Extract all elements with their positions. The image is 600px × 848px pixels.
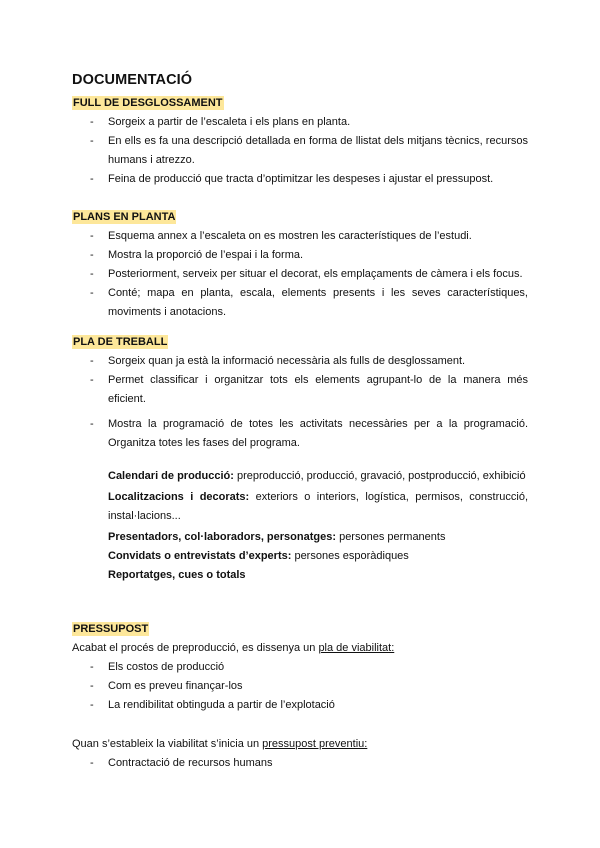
detail-label: Localitzacions i decorats: xyxy=(108,491,250,503)
list-plans xyxy=(72,227,528,322)
list-item: - Els costos de producció xyxy=(72,658,528,677)
section-heading-pla: PLA DE TREBALL xyxy=(73,336,168,348)
section-heading-pressupost: PRESSUPOST xyxy=(73,623,149,635)
section-heading-full: FULL DE DESGLOSSAMENT xyxy=(73,97,223,109)
list-pressupost xyxy=(72,658,528,715)
detail-text: persones esporàdiques xyxy=(291,550,409,562)
list-item: - Posteriorment, serveix per situar el decorat, els emplaçaments de càmera i els focus. xyxy=(72,265,528,284)
detail-text: preproducció, producció, gravació, postproducció, exhibició xyxy=(233,470,526,482)
detail-label: Reportatges, cues o totals xyxy=(108,569,246,581)
pressupost-outro xyxy=(72,735,367,754)
detail-row xyxy=(108,566,528,585)
detail-text: exteriors o interiors, logística, permisos, construcció, instal·lacions... xyxy=(108,491,529,522)
detail-label: Convidats o entrevistats d’experts: xyxy=(108,550,292,562)
list-item: - Com es preveu finançar-los xyxy=(72,677,528,696)
detail-row xyxy=(108,547,528,566)
viability-plan-link: pla de viabilitat: xyxy=(318,642,395,654)
list-pla xyxy=(72,352,528,453)
detail-label: Calendari de producció: xyxy=(108,470,234,482)
page-title: DOCUMENTACIÓ xyxy=(72,72,193,88)
list-item: - Sorgeix a partir de l’escaleta i els plans en planta. xyxy=(72,113,528,132)
list-item: - Contractació de recursos humans xyxy=(72,754,528,773)
list-item: - Esquema annex a l’escaleta on es mostren les característiques de l’estudi. xyxy=(72,227,528,246)
detail-row xyxy=(108,488,528,526)
detail-row xyxy=(108,467,528,486)
list-item: - Feina de producció que tracta d’optimitzar les despeses i ajustar el pressupost. xyxy=(72,170,528,189)
list-item: - Conté; mapa en planta, escala, elements presents i les seves característiques, moviments i anotacions. xyxy=(72,284,528,322)
list-full xyxy=(72,113,528,189)
intro-text: Acabat el procés de preproducció, es dissenya un xyxy=(72,642,319,654)
outro-text: Quan s’estableix la viabilitat s’inicia un xyxy=(72,738,263,750)
pressupost-intro xyxy=(72,639,394,658)
list-pressupost-outro xyxy=(72,754,528,773)
detail-row xyxy=(108,528,528,547)
detail-text: persones permanents xyxy=(336,531,446,543)
list-item: - Permet classificar i organitzar tots els elements agrupant-lo de la manera més eficient. xyxy=(72,371,528,409)
list-item: - Mostra la programació de totes les activitats necessàries per a la programació. Organitza totes les fases del programa. xyxy=(72,415,528,453)
list-item: - Mostra la proporció de l’espai i la forma. xyxy=(72,246,528,265)
section-heading-plans: PLANS EN PLANTA xyxy=(73,211,176,223)
list-item: - Sorgeix quan ja està la informació necessària als fulls de desglossament. xyxy=(72,352,528,371)
preventive-budget-link: pressupost preventiu: xyxy=(262,738,368,750)
list-item: - La rendibilitat obtinguda a partir de l’explotació xyxy=(72,696,528,715)
list-item: - En ells es fa una descripció detallada en forma de llistat dels mitjans tècnics, recursos humans i atrezzo. xyxy=(72,132,528,170)
detail-label: Presentadors, col·laboradors, personatges: xyxy=(108,531,337,543)
production-details xyxy=(108,467,528,585)
